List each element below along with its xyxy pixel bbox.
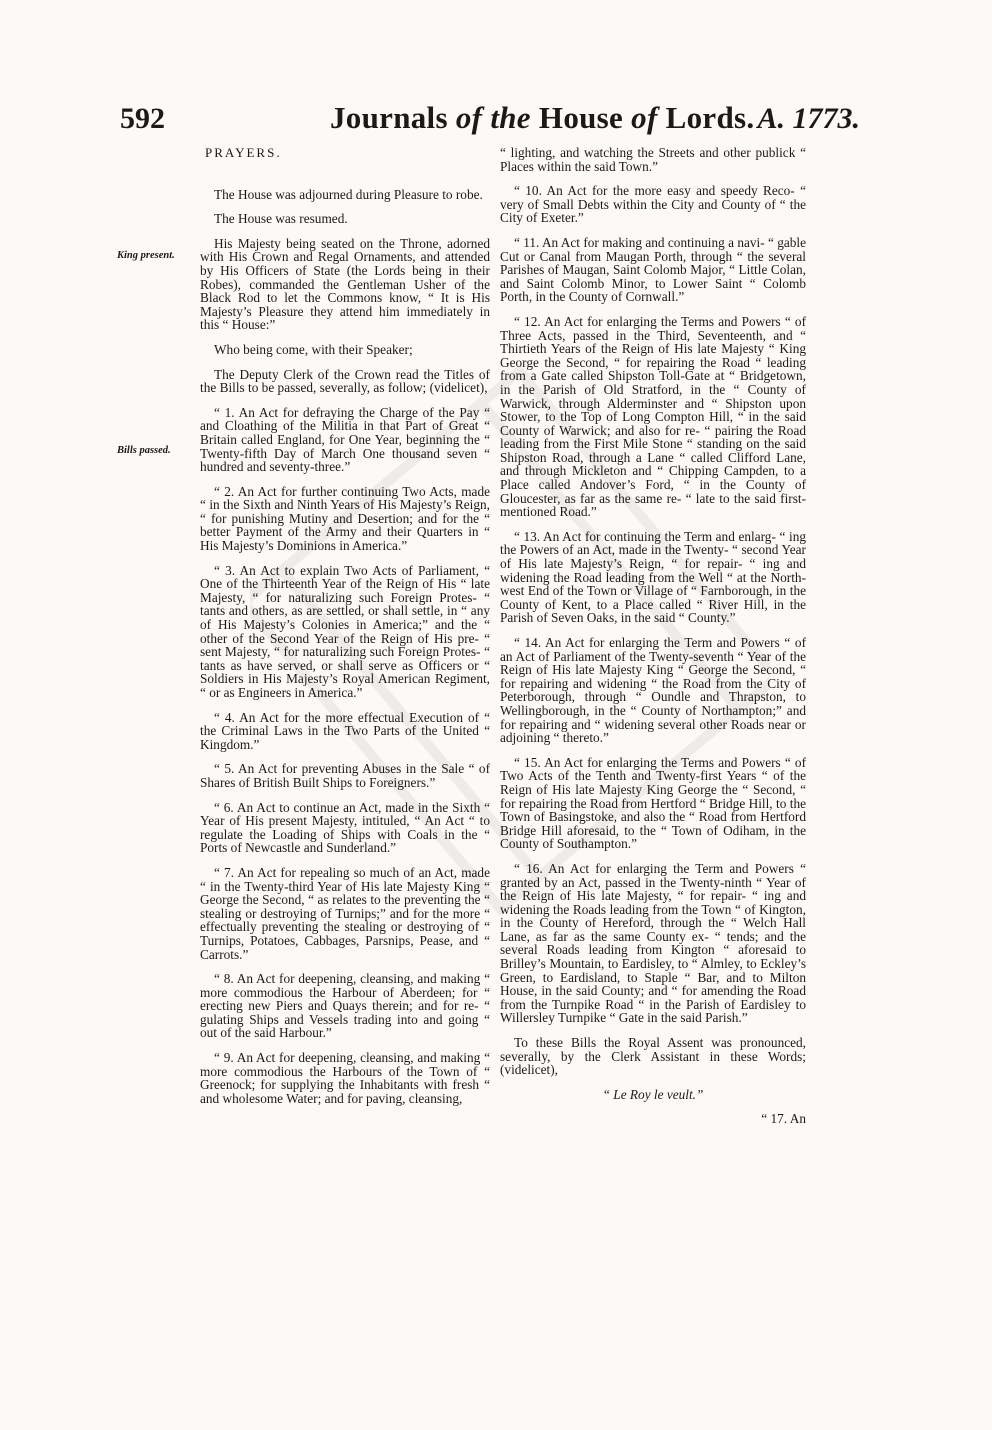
bill-item: “ 15. An Act for enlarging the Terms and Powers “ of Two Acts of the Tenth and Twenty-first Years “ of the Reign of His late Majesty King George the “ Second, “ for repairing the Road from Hertford “ Bridge Hill, to the Town of Basingstoke, and also the “ Road from Hertford Bridge Hill aforesaid, to the “ Town of Odiham, in the County of Southampton.” [500,754,806,852]
bill-item-continued: “ lighting, and watching the Streets and other publick “ Places within the said Town.” [500,145,806,174]
paragraph: Who being come, with their Speaker; [214,341,413,357]
page-number: 592 [120,102,165,135]
bill-item: “ 3. An Act to explain Two Acts of Parliament, “ One of the Thirteenth Year of the Reign of His “ late Majesty, “ for naturalizing such Foreign Protes- “ tants and others, as are settled, or shall settle, in “ any of His Majesty’s Colonies in America;” and the “ other of the Second Year of the Reign of His pre- “ sent Majesty, “ for naturalizing such Foreign Protes- “ tants as have served, or shall serve as Officers or “ Soldiers in His Majesty’s Royal American Regiment, “ or as Engineers in America.” [200,562,490,700]
bill-item: “ 12. An Act for enlarging the Terms and Powers “ of Three Acts, passed in the Third, Seventeenth, and “ Thirtieth Years of the Reign of His late Majesty “ King George the Second, “ for repairing the Road “ leading from a Gate called Shipston Toll-Gate at “ Bridgetown, in the Parish of Old Stratford, in the “ County of Warwick, through Alderminster and “ Shipston upon Stower, to the Top of Long Compton Hill, “ in the said County of Warwick; and also for re- “ pairing the Road leading from the First Mile Stone “ standing on the said Shipston Road, through a Lane “ called Clifford Lane, and through Mickleton and “ Chipping Campden, to a Place called Andover’s Ford, “ in the County of Gloucester, as far as the same re- “ late to the said first-mentioned Road.” [500,313,806,520]
page-header [120,100,860,140]
bill-item: “ 13. An Act for continuing the Term and enlarg- “ ing the Powers of an Act, made in the Twenty- “ second Year of His late Majesty’s Reign, “ for repair- “ ing and widening the Road leading from the Well “ at the North-west End of the Town or Village of “ Farnborough, in the County of Kent, to a Place called “ River Hill, in the Parish of Seven Oaks, in the said “ County.” [500,528,806,626]
margin-note-king-present: King present. [117,250,175,261]
bill-item: “ 6. An Act to continue an Act, made in the Sixth “ Year of His present Majesty, intituled, “ An Act “ to regulate the Loading of Ships with Coals in the “ Ports of Newcastle and Sunderland.” [200,799,490,856]
paragraph: His Majesty being seated on the Throne, adorned with His Crown and Regal Ornaments, and attended by His Officers of State (the Lords being in their Robes), commanded the Gentleman Usher of the Black Rod to let the Commons know, “ It is His Majesty’s Pleasure they attend him immediately in this “ House:” [200,235,490,333]
royal-assent: “ Le Roy le veult.” [602,1086,704,1102]
bill-item: “ 7. An Act for repealing so much of an Act, made “ in the Twenty-third Year of His late Majesty King “ George the Second, “ as relates to the preventing the “ stealing or destroying of Turnips;” and for the more “ effectually preventing the stealing or destroying of “ Turnips, Potatoes, Cabbages, Parsnips, Pease, and “ Carrots.” [200,864,490,962]
bill-item: “ 9. An Act for deepening, cleansing, and making “ more commodious the Harbours of the Town of “ Greenock; for supplying the Inhabitants with fresh “ and wholesome Water; and for paving, cleansing, [200,1050,490,1106]
bill-item: “ 16. An Act for enlarging the Term and Powers “ granted by an Act, passed in the Twenty-ninth “ Year of the Reign of His late Majesty, “ for repair- “ ing and widening the Roads leading from the Town “ of Kington, in the County of Hereford, through the “ Welch Hall Lane, as far as the same County ex- “ tends; and the several Roads leading from Kington “ aforesaid to Brilley’s Mountain, to Eardisley, to “ Almley, to Eckley’s Green, to Eardisland, to Staple “ Bar, and to Milton House, in the said County; and “ for amending the Road from the Turnpike Road “ in the Parish of Eardisley to Willersley Turnpike “ Gate in the said Parish.” [500,860,806,1026]
paragraph: The Deputy Clerk of the Crown read the Titles of the Bills to be passed, severally, as follow; (videlicet), [200,366,490,396]
bill-item: “ 8. An Act for deepening, cleansing, and making “ more commodious the Harbour of Aberdeen; for “ erecting new Piers and Quays therein; and for re- “ gulating Ships and Vessels trading into and going “ out of the said Harbour.” [200,971,490,1041]
bill-item: “ 4. An Act for the more effectual Execution of “ the Criminal Laws in the Two Parts of the United “ Kingdom.” [200,709,490,752]
catchword: “ 17. An [761,1111,806,1127]
left-column [200,146,490,1116]
bill-item: “ 2. An Act for further continuing Two Acts, made “ in the Sixth and Ninth Years of His Majesty’s Reign, “ for punishing Mutiny and Desertion; and for the “ better Payment of the Army and their Quarters in “ His Majesty’s Dominions in America.” [200,483,490,554]
paragraph: The House was adjourned during Pleasure to robe. [214,186,483,202]
bill-item: “ 14. An Act for enlarging the Term and Powers “ of an Act of Parliament of the Twenty-seventh “ Year of the Reign of His late Majesty King “ George the Second, “ for repairing and widening “ the Road from the City of Peterborough, through “ Oundle and Thrapston, to Wellingborough, in the “ County of Northampton;” and for repairing and “ widening several other Roads near or adjoining “ thereto.” [500,635,806,746]
bill-item: “ 1. An Act for defraying the Charge of the Pay “ and Cloathing of the Militia in that Part of Great “ Britain called England, for One Year, beginning the “ Twenty-fifth Day of March One thousand seven “ hundred and seventy-three.” [200,404,490,475]
right-column [500,146,806,1137]
running-title: Journals of the House of Lords. [330,100,755,135]
paragraph: To these Bills the Royal Assent was pronounced, severally, by the Clerk Assistant in these Words; (videlicet), [500,1035,806,1078]
margin-note-bills-passed: Bills passed. [117,445,171,456]
bill-item: “ 5. An Act for preventing Abuses in the Sale “ of Shares of British Built Ships to Foreigners.” [200,761,490,790]
paragraph: The House was resumed. [214,211,348,227]
year: A. 1773. [757,102,860,135]
bill-item: “ 11. An Act for making and continuing a navi- “ gable Cut or Canal from Maugan Porth, through “ the several Parishes of Maugan, Saint Colomb Major, “ Little Colan, and Saint Colomb Minor, to Lower Saint “ Colomb Porth, in the County of Cornwall.” [500,234,806,305]
bill-item: “ 10. An Act for the more easy and speedy Reco- “ very of Small Debts within the City and County of “ the City of Exeter.” [500,183,806,226]
prayers-heading: PRAYERS. [205,145,282,160]
